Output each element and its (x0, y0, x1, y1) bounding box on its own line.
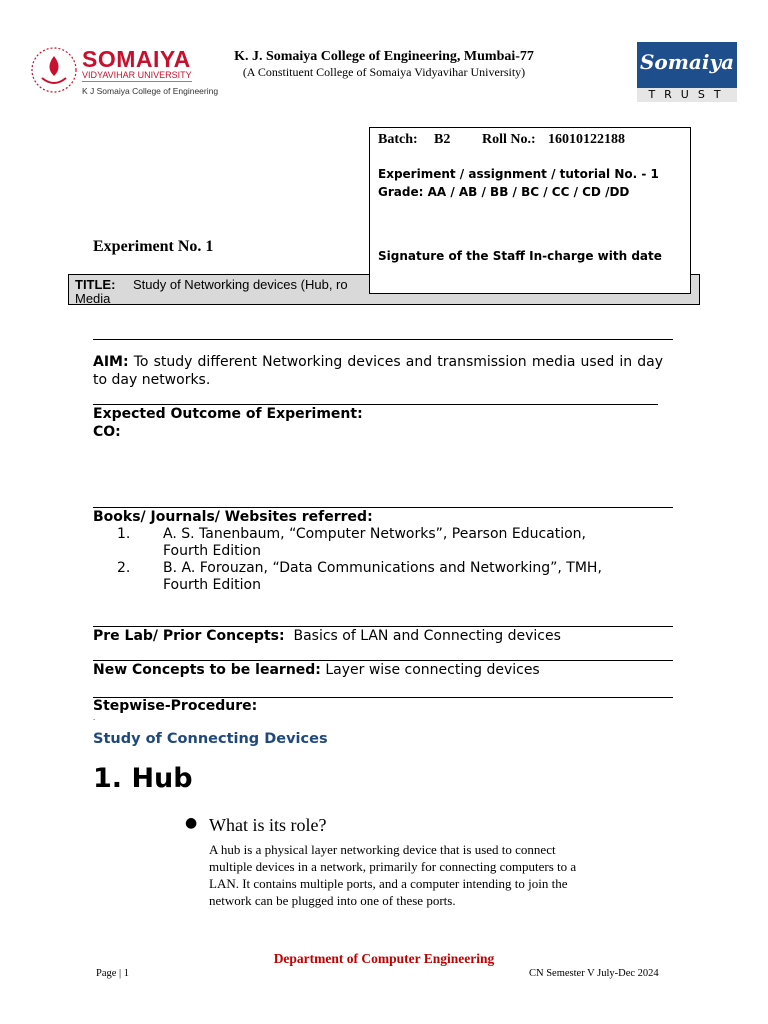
footer-semester: CN Semester V July-Dec 2024 (529, 968, 659, 979)
divider (93, 404, 658, 405)
experiment-heading: Experiment No. 1 (93, 238, 214, 255)
trust-logo-script: Somaiya (639, 50, 735, 74)
new-concepts-line (93, 662, 540, 678)
roll-value: 16010122188 (548, 132, 625, 147)
book-2-line1: B. A. Forouzan, “Data Communications and Networking”, TMH, (163, 560, 602, 576)
new-concepts-text: Layer wise connecting devices (325, 662, 540, 678)
hub-paragraph-line: multiple devices in a network, primarily for connecting computers to a (209, 859, 577, 874)
trust-word: TRUST (637, 88, 737, 102)
aim-paragraph (93, 353, 663, 389)
co-label: CO: (93, 424, 121, 440)
batch-label: Batch: (378, 132, 418, 147)
title-text-line1: Study of Networking devices (Hub, ro (133, 277, 348, 292)
somaiya-trust-logo (637, 42, 737, 102)
experiment-line: Experiment / assignment / tutorial No. - 1 (378, 167, 659, 181)
aim-label: AIM: (93, 354, 129, 370)
book-1-line1: A. S. Tanenbaum, “Computer Networks”, Pearson Education, (163, 526, 586, 542)
college-title: K. J. Somaiya College of Engineering, Mumbai-77 (234, 49, 534, 64)
divider (93, 660, 673, 661)
title-text-line2: Media (75, 291, 111, 306)
book-1-line2: Fourth Edition (163, 543, 261, 559)
hub-paragraph-line: network can be plugged into one of these ports. (209, 893, 456, 908)
title-label: TITLE: (75, 277, 116, 292)
book-number-2: 2. (117, 560, 131, 576)
divider (93, 339, 673, 340)
prelab-text: Basics of LAN and Connecting devices (293, 628, 561, 644)
bullet-question: What is its role? (209, 815, 327, 835)
procedure-label: Stepwise-Procedure: (93, 698, 258, 714)
books-label: Books/ Journals/ Websites referred: (93, 509, 373, 525)
hub-paragraph-line: LAN. It contains multiple ports, and a computer intending to join the (209, 876, 568, 891)
college-subtitle: (A Constituent College of Somaiya Vidyavihar University) (242, 65, 526, 79)
procedure-dot: . (93, 714, 96, 722)
batch-value: B2 (434, 132, 451, 147)
footer-department: Department of Computer Engineering (273, 951, 495, 966)
book-2-line2: Fourth Edition (163, 577, 261, 593)
study-subheading: Study of Connecting Devices (93, 731, 328, 747)
new-concepts-label: New Concepts to be learned: (93, 662, 321, 678)
signature-line: Signature of the Staff In-charge with date (378, 249, 662, 263)
roll-label: Roll No.: (482, 132, 536, 147)
expected-outcome-label: Expected Outcome of Experiment: (93, 406, 363, 422)
aim-text: To study different Networking devices and transmission media used in day to day networks. (93, 354, 663, 388)
university-sub: VIDYAVIHAR UNIVERSITY (82, 70, 192, 80)
college-small-name: K J Somaiya College of Engineering (82, 86, 219, 96)
prelab-line (93, 628, 561, 644)
grade-line: Grade: AA / AB / BB / BC / CC / CD /DD (378, 185, 630, 199)
book-number-1: 1. (117, 526, 131, 542)
university-name: SOMAIYA (82, 46, 191, 72)
divider (93, 507, 673, 508)
section-title: 1. Hub (93, 763, 193, 794)
footer-page-number: Page | 1 (96, 968, 130, 979)
divider (93, 626, 673, 627)
bullet-icon: ● (185, 815, 198, 831)
hub-paragraph-line: A hub is a physical layer networking device that is used to connect (209, 842, 556, 857)
batch-info-box (369, 127, 691, 294)
prelab-label: Pre Lab/ Prior Concepts: (93, 628, 285, 644)
hub-paragraph (209, 841, 576, 909)
